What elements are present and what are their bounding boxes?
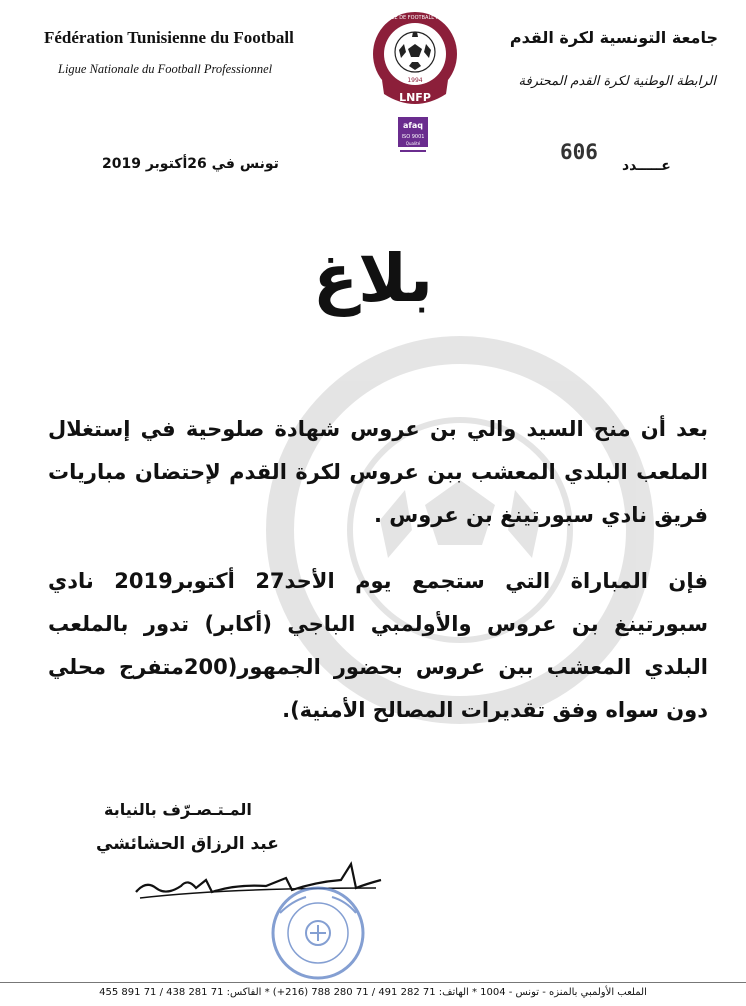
paragraph-2: فإن المباراة التي ستجمع يوم الأحد27 أكتوبر2019 نادي سبورتينغ بن عروس والأولمبي الباجي (أكابر) تدور بالملعب البلدي المعشب ببن عروس بحضور الجمهور(200متفرج محلي دون سواه وفق تقديرات المصالح الأمنية). [48, 569, 708, 722]
logo-year: 1994 [407, 77, 423, 84]
league-name-ar: الرابطة الوطنية لكرة القدم المحترفة [518, 74, 716, 89]
signatory-name: عبد الرزاق الحشائشي [96, 834, 279, 854]
paragraph-1: بعد أن منح السيد والي بن عروس شهادة صلوحية في إستغلال الملعب البلدي المعشب ببن عروس لكرة القدم لإحتضان مباريات فريق نادي سبورتينغ بن عروس . [48, 417, 708, 527]
document-title: بلاغ [313, 240, 433, 317]
afaq-standard: ISO 9001 [401, 134, 425, 140]
lnfp-logo [352, 10, 478, 110]
official-stamp [262, 883, 374, 983]
document-number-label: عـــــدد [622, 158, 671, 174]
logo-acronym: LNFP [399, 91, 431, 104]
footer-address: الملعب الأولمبي بالمنزه - تونس - 1004 * الهاتف: 71 282 491 / 71 280 788 (216+) * الفاكس: 71 281 438 / 71 891 455 [0, 982, 746, 998]
afaq-brand: afaq [402, 121, 424, 130]
afaq-iso-badge [398, 117, 428, 155]
afaq-line: Qualité [405, 141, 421, 146]
logo-ring-text: LIGUE NATIONALE DE FOOTBALL PROFESSIONNEL [352, 15, 478, 21]
document-date: تونس في 26أكتوبر 2019 [102, 156, 279, 172]
signatory-title: المـتـصـرّف بالنيابة [104, 800, 252, 819]
federation-name-fr: Fédération Tunisienne du Football [44, 28, 294, 47]
document-number: 606 [560, 140, 598, 164]
league-name-fr: Ligue Nationale du Football Professionnel [58, 62, 273, 76]
federation-name-ar: جامعة التونسية لكرة القدم [509, 28, 718, 47]
